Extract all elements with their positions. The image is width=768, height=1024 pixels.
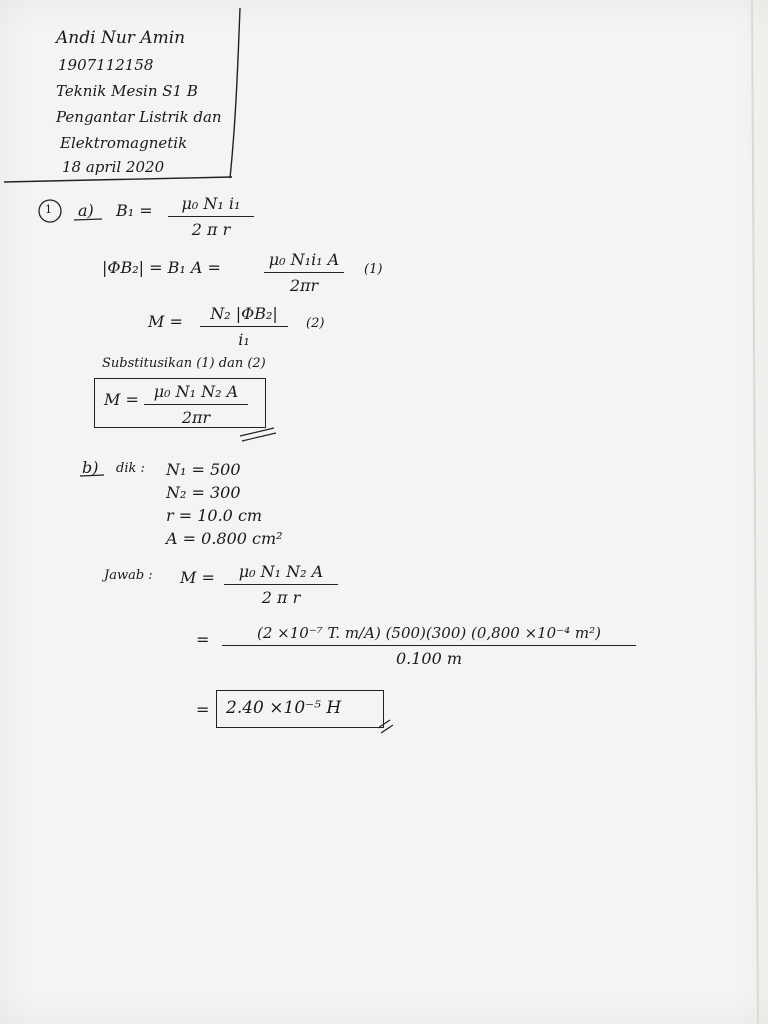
result-numerator: μ₀ N₁ N₂ A (153, 382, 239, 401)
fraction-bar (200, 326, 288, 327)
m-denominator: i₁ (238, 330, 250, 349)
b1-numerator: μ₀ N₁ i₁ (181, 194, 241, 213)
given-r: r = 10.0 cm (166, 506, 263, 525)
study-program: Teknik Mesin S1 B (56, 82, 198, 100)
page-edge-line (752, 0, 758, 1024)
fraction-bar (222, 645, 636, 646)
flux-fraction (264, 250, 344, 295)
given-n1: N₁ = 500 (166, 460, 241, 479)
flux-denominator: 2πr (289, 276, 319, 295)
header-vertical-line (230, 8, 240, 178)
m-fraction (200, 304, 288, 349)
student-id: 1907112158 (58, 56, 154, 74)
given-n2: N₂ = 300 (166, 483, 241, 502)
substitution-fraction (222, 624, 636, 668)
result-lhs: M = (104, 390, 139, 409)
header-horizontal-line (4, 177, 232, 182)
course-line-2: Elektromagnetik (60, 134, 188, 152)
flux-numerator: μ₀ N₁i₁ A (268, 250, 340, 269)
answer-lhs: M = (180, 568, 215, 587)
answer-fraction (224, 562, 338, 607)
answer-numerator: μ₀ N₁ N₂ A (238, 562, 324, 581)
b1-fraction (168, 194, 254, 239)
substitution-numerator: (2 ×10⁻⁷ T. m/A) (500)(300) (0,800 ×10⁻⁴ m²) (256, 624, 602, 642)
equation-tag-2: (2) (306, 316, 325, 331)
given-label: dik : (116, 461, 145, 476)
equation-tag-1: (1) (364, 262, 383, 277)
fraction-bar (144, 404, 248, 405)
problem-number: 1 (45, 203, 52, 216)
result-fraction (144, 382, 248, 427)
m-numerator: N₂ |ΦB₂| (210, 304, 278, 323)
part-b-label: b) (82, 458, 99, 477)
b1-denominator: 2 π r (191, 220, 231, 239)
fraction-bar (224, 584, 338, 585)
answer-label: Jawab : (104, 568, 153, 583)
answer-denominator: 2 π r (261, 588, 301, 607)
flux-lhs: |ΦB₂| = B₁ A = (102, 258, 221, 277)
given-a: A = 0.800 cm² (166, 529, 283, 548)
fraction-bar (264, 272, 344, 273)
substitution-equals: = (196, 630, 210, 649)
substitution-note: Substitusikan (1) dan (2) (102, 356, 266, 371)
date: 18 april 2020 (62, 158, 165, 176)
result-denominator: 2πr (181, 408, 211, 427)
course-line-1: Pengantar Listrik dan (56, 108, 222, 126)
fraction-bar (168, 216, 254, 217)
m-lhs: M = (148, 312, 183, 331)
part-a-label: a) (78, 201, 94, 220)
substitution-denominator: 0.100 m (395, 649, 463, 668)
b1-lhs: B₁ = (116, 201, 153, 220)
final-answer-value: 2.40 ×10⁻⁵ H (226, 698, 342, 718)
author-name: Andi Nur Amin (56, 28, 186, 48)
final-equals: = (196, 700, 210, 719)
